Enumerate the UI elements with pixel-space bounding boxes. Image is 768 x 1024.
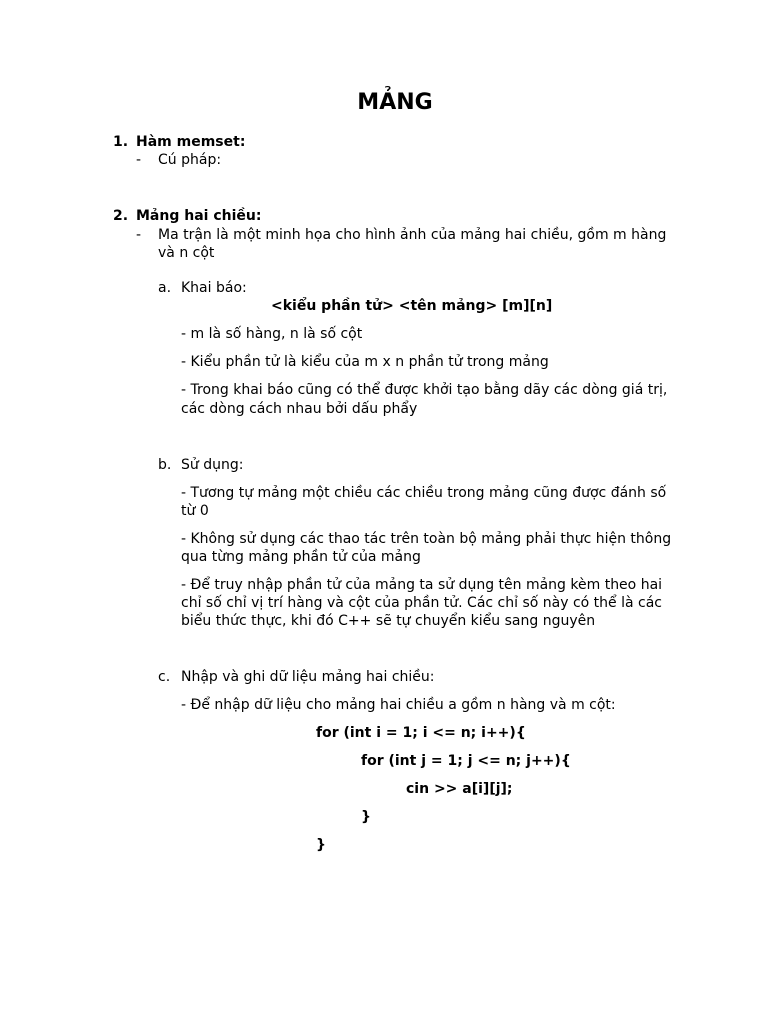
subsection-b-paragraph-1-line-2: từ 0 xyxy=(181,503,209,519)
subsection-a-paragraph-2: - Kiểu phần tử là kiểu của m x n phần tử trong mảng xyxy=(181,354,549,370)
section-1-heading: Hàm memset: xyxy=(136,134,246,150)
code-line-outer-for: for (int i = 1; i <= n; i++){ xyxy=(316,725,526,741)
subsection-c-paragraph-1: - Để nhập dữ liệu cho mảng hai chiều a gồm n hàng và m cột: xyxy=(181,697,616,713)
subsection-c-marker: c. xyxy=(158,669,171,685)
subsection-b-heading: Sử dụng: xyxy=(181,457,244,473)
bullet-dash: - xyxy=(136,152,142,168)
subsection-a-paragraph-3-line-1: - Trong khai báo cũng có thể được khởi tạo bằng dãy các dòng giá trị, xyxy=(181,382,668,398)
bullet-dash: - xyxy=(136,227,142,243)
subsection-b-paragraph-2-line-2: qua từng mảng phần tử của mảng xyxy=(181,549,421,565)
declaration-syntax: <kiểu phần tử> <tên mảng> [m][n] xyxy=(271,298,553,314)
subsection-b-paragraph-3-line-2: chỉ số chỉ vị trí hàng và cột của phần tử. Các chỉ số này có thể là các xyxy=(181,595,662,611)
section-2-bullet-line-1: Ma trận là một minh họa cho hình ảnh của mảng hai chiều, gồm m hàng xyxy=(158,227,667,243)
subsection-b-paragraph-1-line-1: - Tương tự mảng một chiều các chiều trong mảng cũng được đánh số xyxy=(181,485,667,501)
section-1-bullet: Cú pháp: xyxy=(158,152,222,168)
subsection-a-paragraph-3-line-2: các dòng cách nhau bởi dấu phẩy xyxy=(181,401,418,417)
page-title: MẢNG xyxy=(357,90,433,115)
subsection-a-paragraph-1: - m là số hàng, n là số cột xyxy=(181,326,363,342)
subsection-b-paragraph-3-line-1: - Để truy nhập phần tử của mảng ta sử dụng tên mảng kèm theo hai xyxy=(181,577,663,593)
subsection-c-heading: Nhập và ghi dữ liệu mảng hai chiều: xyxy=(181,669,435,685)
subsection-a-marker: a. xyxy=(158,280,172,296)
subsection-b-marker: b. xyxy=(158,457,172,473)
section-2-number: 2. xyxy=(113,208,129,224)
subsection-a-heading: Khai báo: xyxy=(181,280,247,296)
code-line-inner-close: } xyxy=(361,809,371,825)
section-1-number: 1. xyxy=(113,134,129,150)
code-line-inner-for: for (int j = 1; j <= n; j++){ xyxy=(361,753,571,769)
section-2-heading: Mảng hai chiều: xyxy=(136,208,262,224)
code-line-cin: cin >> a[i][j]; xyxy=(406,781,513,797)
subsection-b-paragraph-2-line-1: - Không sử dụng các thao tác trên toàn bộ mảng phải thực hiện thông xyxy=(181,531,672,547)
code-line-outer-close: } xyxy=(316,837,326,853)
section-2-bullet-line-2: và n cột xyxy=(158,245,215,261)
subsection-b-paragraph-3-line-3: biểu thức thực, khi đó C++ sẽ tự chuyển kiểu sang nguyên xyxy=(181,613,596,629)
